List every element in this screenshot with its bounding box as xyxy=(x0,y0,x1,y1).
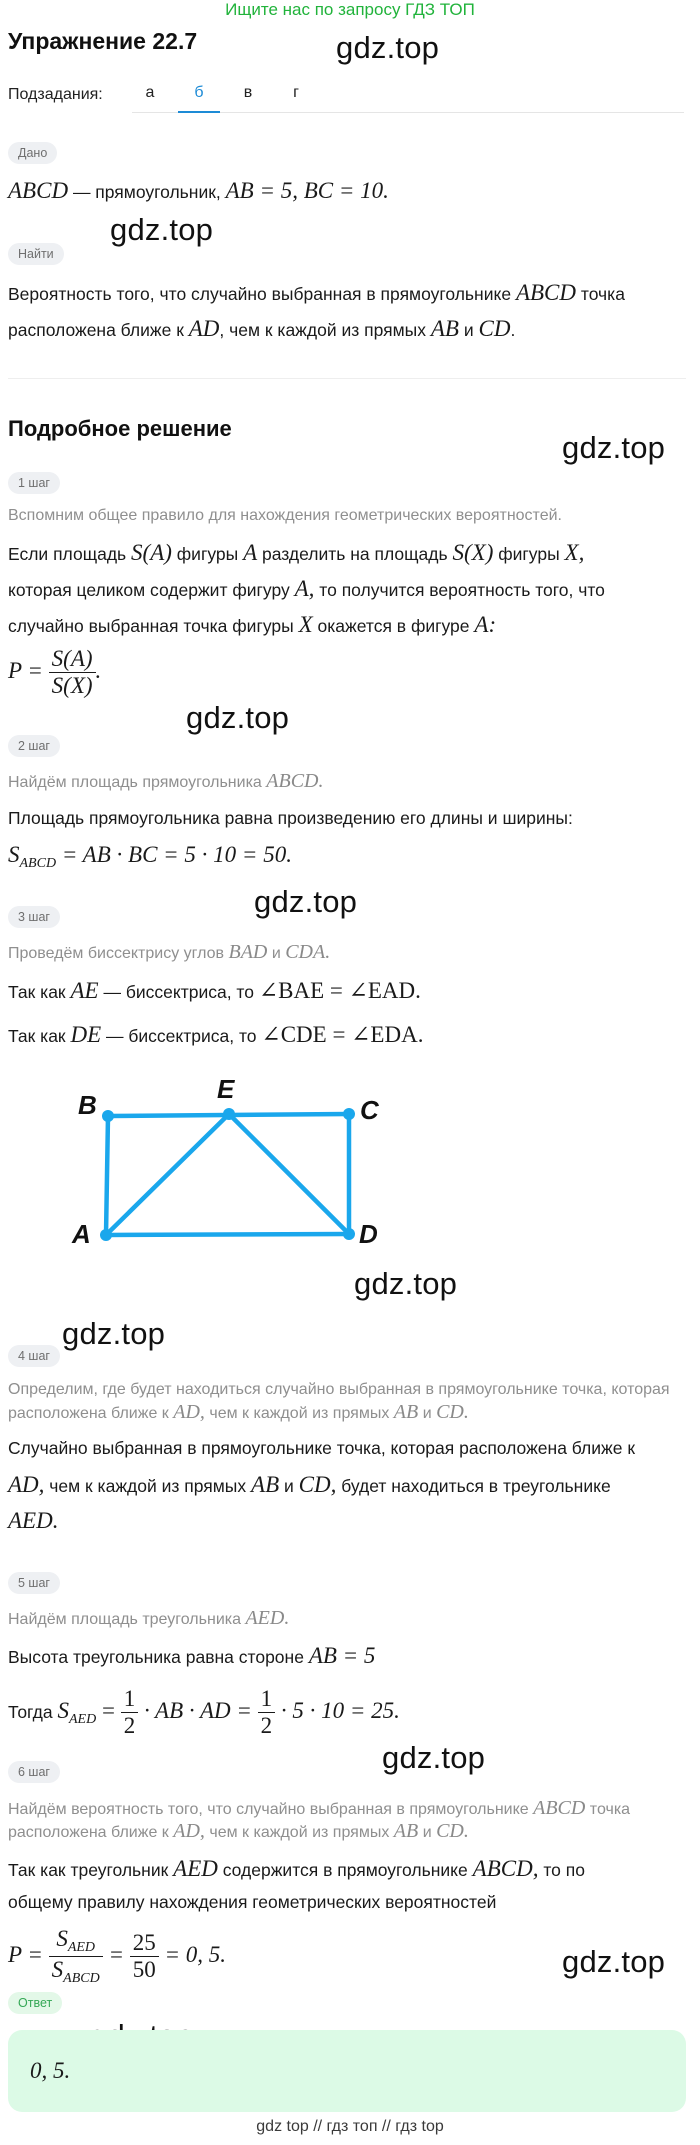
bisector-ae xyxy=(106,1114,229,1235)
vertex-d xyxy=(343,1228,355,1240)
page-title: Упражнение 22.7 xyxy=(8,28,198,54)
side-ad xyxy=(106,1234,349,1235)
rectangle-figure xyxy=(60,1072,390,1252)
footer-links[interactable]: gdz top // гдз топ // гдз top xyxy=(256,2118,444,2135)
step-4-note-2: расположена ближе к AD, чем к каждой из прямых AB и CD. xyxy=(8,1401,469,1423)
step-2-badge: 2 шаг xyxy=(8,735,60,757)
step-1-formula: P = $\frac{S(A)}{S(X)}$ . xyxy=(8,646,102,699)
vertex-a xyxy=(100,1229,112,1241)
watermark: gdz.top xyxy=(110,212,214,247)
watermark: gdz.top xyxy=(254,884,358,919)
step-3-note: Проведём биссектрису углов BAD и CDA. xyxy=(8,941,331,963)
divider xyxy=(8,378,686,379)
active-tab-indicator xyxy=(178,111,220,113)
tab-g[interactable]: г xyxy=(293,84,299,101)
step-4-note-1: Определим, где будет находиться случайно выбранная в прямоугольнике точка, которая xyxy=(8,1381,670,1398)
step-4-line-2: AD, чем к каждой из прямых AB и CD, будет находиться в треугольнике xyxy=(8,1472,611,1497)
step-5-note: Найдём площадь треугольника AED. xyxy=(8,1607,290,1629)
step-2-note: Найдём площадь прямоугольника ABCD. xyxy=(8,770,324,792)
watermark: gdz.top xyxy=(354,1266,458,1301)
label-c: C xyxy=(360,1095,379,1125)
step-4-badge: 4 шаг xyxy=(8,1345,60,1367)
step-6-note-2: расположена ближе к AD, чем к каждой из прямых AB и CD. xyxy=(8,1820,469,1842)
vertex-b xyxy=(102,1110,114,1122)
step-3-badge: 3 шаг xyxy=(8,906,60,928)
watermark: gdz.top xyxy=(562,430,666,465)
answer-box xyxy=(8,2030,686,2112)
watermark: gdz.top xyxy=(562,1944,666,1979)
watermark: gdz.top xyxy=(62,1316,166,1351)
label-a: A xyxy=(72,1219,91,1249)
tab-v[interactable]: в xyxy=(243,84,253,101)
given-text: ABCD — прямоугольник, AB = 5, BC = 10. xyxy=(8,178,389,203)
step-5-badge: 5 шаг xyxy=(8,1572,60,1594)
step-6-line-2: общему правилу нахождения геометрических вероятностей xyxy=(8,1892,497,1912)
step-1-line-3: случайно выбранная точка фигуры X окажется в фигуре A: xyxy=(8,612,497,637)
step-5-line-1: Высота треугольника равна стороне AB = 5 xyxy=(8,1643,376,1668)
label-e: E xyxy=(217,1074,235,1104)
given-badge: Дано xyxy=(8,142,57,164)
step-6-formula: P = $\frac{S_{AED}}{S_{ABCD}}$ = $\frac{25}{50}$ = 0, 5. xyxy=(8,1926,227,1987)
step-6-line-1: Так как треугольник AED содержится в прямоугольнике ABCD, то по xyxy=(8,1856,585,1881)
find-line-2: расположена ближе к AD, чем к каждой из прямых AB и CD. xyxy=(8,316,516,341)
search-banner[interactable]: Ищите нас по запросу ГДЗ ТОП xyxy=(225,0,475,19)
vertex-e xyxy=(223,1108,235,1120)
step-4-line-3: AED. xyxy=(8,1508,59,1533)
step-1-line-1: Если площадь S(A) фигуры A разделить на площадь S(X) фигуры X, xyxy=(8,540,585,565)
step-3-line-1: Так как AE — биссектриса, то ∠BAE = ∠EAD. xyxy=(8,978,421,1003)
step-2-formula: $S_{ABCD}$ = AB · BC = 5 · 10 = 50. xyxy=(8,842,292,871)
find-badge: Найти xyxy=(8,243,64,265)
vertex-c xyxy=(343,1108,355,1120)
side-ab xyxy=(106,1116,108,1235)
answer-value: 0, 5. xyxy=(30,2058,71,2083)
step-1-line-2: которая целиком содержит фигуру A, то получится вероятность того, что xyxy=(8,576,605,601)
find-line-1: Вероятность того, что случайно выбранная в прямоугольнике ABCD точка xyxy=(8,280,625,305)
watermark: gdz.top xyxy=(186,700,290,735)
step-4-line-1: Случайно выбранная в прямоугольнике точка, которая расположена ближе к xyxy=(8,1438,635,1458)
label-d: D xyxy=(359,1219,378,1249)
answer-badge: Ответ xyxy=(8,1992,62,2014)
step-3-line-2: Так как DE — биссектриса, то ∠CDE = ∠EDA. xyxy=(8,1022,424,1047)
step-5-line-2: Тогда $S_{AED}$ = $\frac{1}{2}$ · AB · AD = $\frac{1}{2}$ · 5 · 10 = 25. xyxy=(8,1686,400,1739)
label-b: B xyxy=(78,1090,97,1120)
step-1-badge: 1 шаг xyxy=(8,472,60,494)
bisector-de xyxy=(229,1114,349,1234)
watermark: gdz.top xyxy=(382,1740,486,1775)
step-2-text: Площадь прямоугольника равна произведению его длины и ширины: xyxy=(8,808,573,828)
solution-heading: Подробное решение xyxy=(8,416,232,441)
step-6-badge: 6 шаг xyxy=(8,1761,60,1783)
watermark: gdz.top xyxy=(336,30,440,65)
subtasks-label: Подзадания: xyxy=(8,86,103,103)
tab-a[interactable]: а xyxy=(145,84,155,101)
step-6-note-1: Найдём вероятность того, что случайно выбранная в прямоугольнике ABCD точка xyxy=(8,1797,631,1819)
tab-b[interactable]: б xyxy=(194,84,204,101)
step-1-note: Вспомним общее правило для нахождения геометрических вероятностей. xyxy=(8,507,562,524)
